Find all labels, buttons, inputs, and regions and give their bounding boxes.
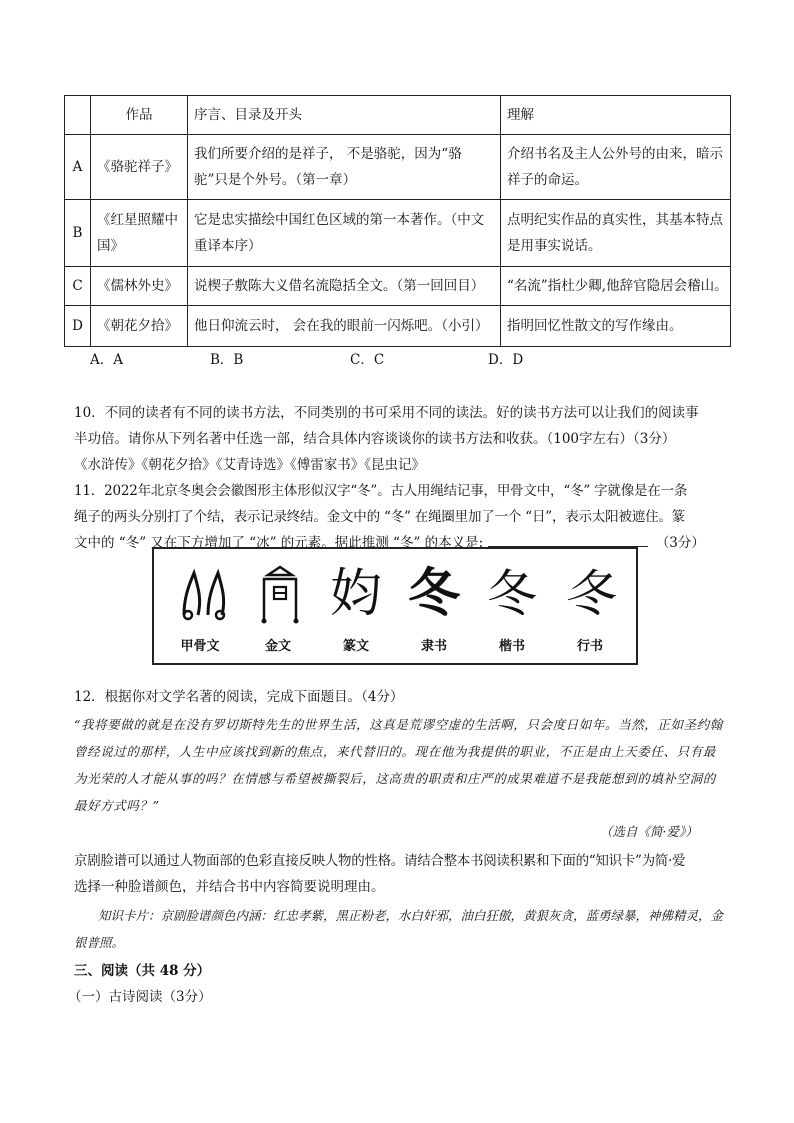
answer-options <box>90 348 730 368</box>
row-work: 《朝花夕拾》 <box>91 306 188 347</box>
label-seal: 篆文 <box>342 639 369 654</box>
row-work: 《骆驼祥子》 <box>91 135 188 200</box>
row-work: 《红星照耀中国》 <box>91 200 188 267</box>
section-3-subtitle: （一）古诗阅读（3分） <box>68 989 212 1005</box>
row-excerpt: 它是忠实描绘中国红色区域的第一本著作。（中文重译本序） <box>188 200 501 267</box>
row-label: A <box>65 135 91 200</box>
q10-book-list: 《水浒传》《朝花夕拾》《艾青诗选》《傅雷家书》《昆虫记》 <box>74 457 425 473</box>
seal-dong-glyph: 㚬 <box>329 564 382 624</box>
header-cell-understanding: 理解 <box>501 96 731 135</box>
q12-prompt-line-1: 京剧脸谱可以通过人物面部的色彩直接反映人物的性格。请结合整本书阅读积累和下面的“知识卡”为简·爱 <box>74 853 686 869</box>
row-understanding: 指明回忆性散文的写作缘由。 <box>501 306 731 347</box>
row-label: C <box>65 267 91 306</box>
row-understanding: 介绍书名及主人公外号的由来，暗示祥子的命运。 <box>501 135 731 200</box>
q11-score: （3分） <box>655 535 705 551</box>
q10-line-2: 半功倍。请你从下列名著中任选一部，结合具体内容谈谈你的读书方法和收获。（100字左右）（3分） <box>74 431 676 447</box>
q11-line-1: 11．2022年北京冬奥会会徽图形主体形似汉字“冬”。古人用绳结记事，甲骨文中，“冬” 字就像是在一条 <box>74 483 688 499</box>
running-dong-glyph: 冬 <box>563 565 613 623</box>
quote-source: （选自《简·爱》） <box>600 824 698 839</box>
q11-line-2: 绳子的两头分别打了个结，表示记录终结。金文中的 “冬” 在绳圈里加了一个 “日”，表示太阳被遮住。篆 <box>74 509 685 525</box>
label-bronze: 金文 <box>264 639 291 654</box>
section-3-title: 三、阅读（共 48 分） <box>74 963 211 979</box>
jane-eyre-quote: “我将要做的就是在没有罗切斯特先生的世界生活，这真是荒谬空虚的生活啊，只会度日如年。当然，正如圣约翰曾经说过的那样，人生中应该找到新的焦点，来代替旧的。现在他为我提供的职业，不正是由上天委任、只有最为光荣的人才能从事的吗？在情感与希望被撕裂后，这高贵的职责和庄严的成果难道不是我能想到的填补空洞的最好方式吗？” <box>74 717 723 813</box>
header-cell <box>65 96 91 135</box>
q12-prompt-line-2: 选择一种脸谱颜色，并结合书中内容简要说明理由。 <box>74 879 385 895</box>
option-b[interactable]: B．B <box>210 352 244 368</box>
character-evolution-figure <box>152 547 638 665</box>
row-excerpt: 我们所要介绍的是祥子， 不是骆驼，因为“骆驼”只是个外号。（第一章） <box>188 135 501 200</box>
row-excerpt: 说楔子敷陈大义借名流隐括全文。（第一回回目） <box>188 267 501 306</box>
row-work: 《儒林外史》 <box>91 267 188 306</box>
table-row <box>65 267 731 306</box>
q10-line-1: 10．不同的读者有不同的读书方法，不同类别的书可采用不同的读法。好的读书方法可以让我们的阅读事 <box>74 405 699 421</box>
option-a[interactable]: A．A <box>90 352 123 368</box>
q12-title: 12．根据你对文学名著的阅读，完成下面题目。（4分） <box>74 689 404 705</box>
table-row <box>65 200 731 267</box>
regular-dong-glyph: 冬 <box>487 565 537 623</box>
knowledge-card: 知识卡片：京剧脸谱颜色内涵：红忠孝紫，黑正粉老，水白奸邪，油白狂傲，黄狠灰贪，蓝勇绿暴，神佛精灵，金银普照。 <box>74 908 724 950</box>
table-header-row <box>65 96 731 135</box>
q11-line-3-text: 文中的 “冬” 又在下方增加了 “冰” 的元素。据此推测 “冬” 的本义是: <box>74 535 484 551</box>
label-running: 行书 <box>576 639 603 654</box>
label-oracle-bone: 甲骨文 <box>180 639 220 654</box>
option-c[interactable]: C．C <box>350 352 385 368</box>
row-label: B <box>65 200 91 267</box>
row-understanding: “名流”指杜少卿,他辞官隐居会稽山。 <box>501 267 731 306</box>
header-cell-excerpt: 序言、目录及开头 <box>188 96 501 135</box>
row-label: D <box>65 306 91 347</box>
label-clerical: 隶书 <box>420 639 447 654</box>
header-cell-work: 作品 <box>91 96 188 135</box>
label-regular: 楷书 <box>498 639 525 654</box>
answer-blank[interactable] <box>488 532 648 547</box>
option-d[interactable]: D．D <box>488 352 524 368</box>
table-row <box>65 306 731 347</box>
bronze-dong-glyph <box>250 563 310 625</box>
table-row <box>65 135 731 200</box>
oracle-bone-dong-glyph <box>174 563 234 625</box>
question-9-table <box>64 95 731 347</box>
row-understanding: 点明纪实作品的真实性，其基本特点是用事实说话。 <box>501 200 731 267</box>
clerical-dong-glyph: 冬 <box>407 564 460 624</box>
row-excerpt: 他日仰流云时， 会在我的眼前一闪烁吧。（小引） <box>188 306 501 347</box>
